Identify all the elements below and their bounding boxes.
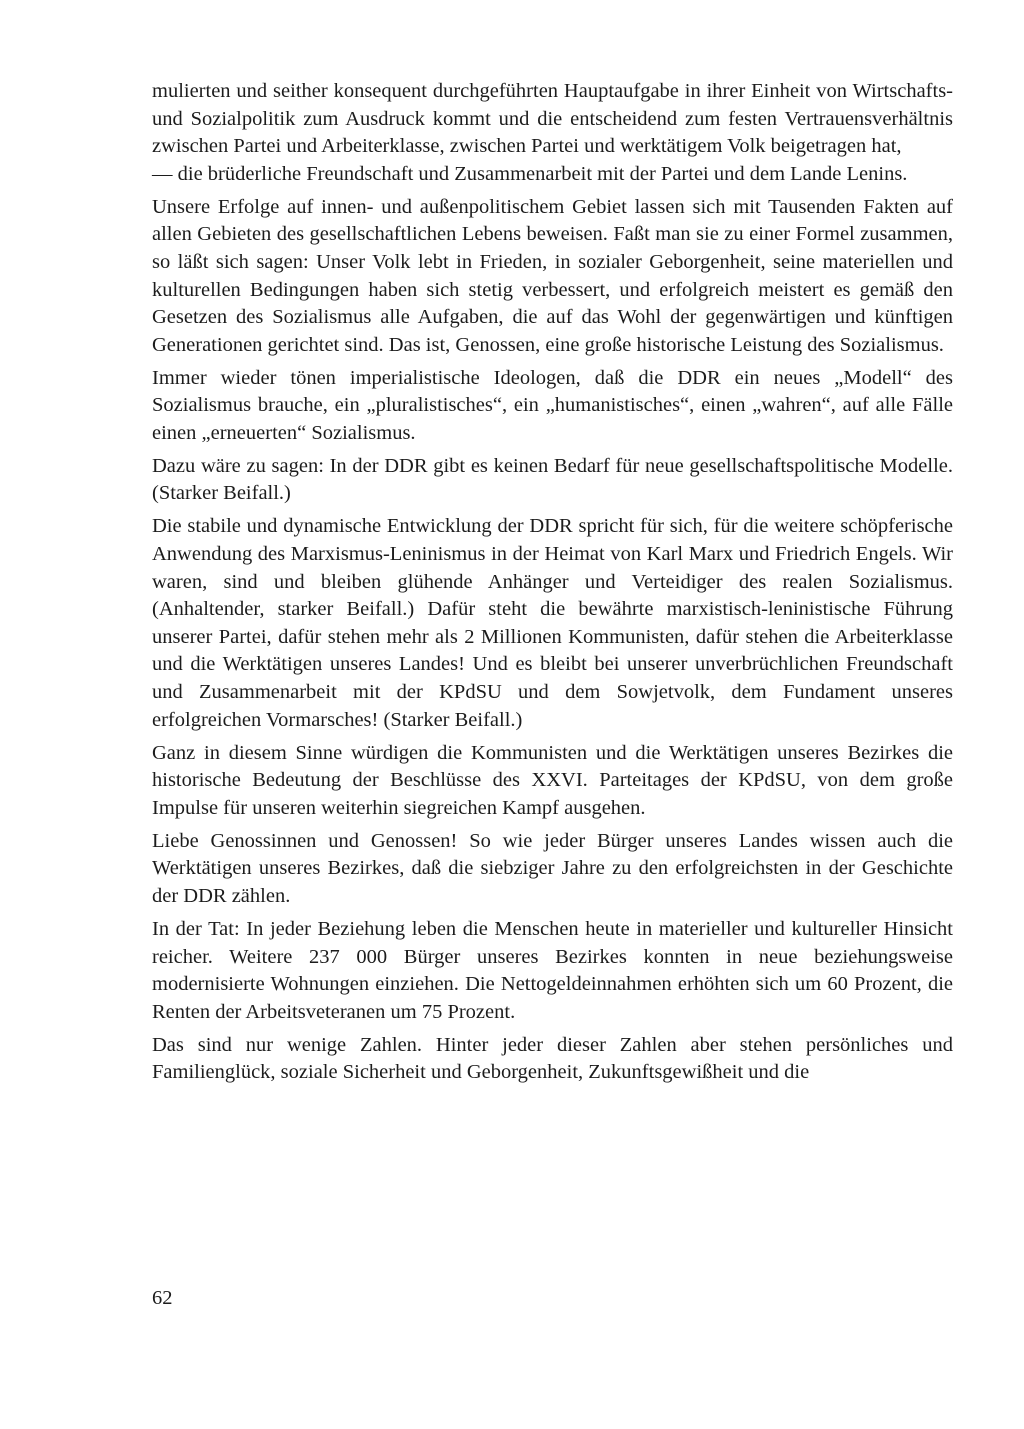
paragraph: Das sind nur wenige Zahlen. Hinter jeder dieser Zahlen aber stehen persönliches und Familienglück, soziale Sicherheit und Geborgenheit, Zukunftsgewißheit und die — [152, 1033, 953, 1084]
paragraph: Liebe Genossinnen und Genossen! So wie jeder Bürger unseres Landes wissen auch die Werktätigen unseres Bezirkes, daß die siebziger Jahre zu den erfolgreichsten in der Geschichte der DDR zählen. — [152, 829, 953, 907]
body-text — [152, 78, 953, 1092]
paragraph: In der Tat: In jeder Beziehung leben die Menschen heute in materieller und kultureller Hinsicht reicher. Weitere 237 000 Bürger unseres Bezirkes konnten in neue beziehungsweise modernisierte Wohnungen einziehen. Die Nettogeldeinnahmen erhöhten sich um 60 Prozent, die Renten der Arbeitsveteranen um 75 Prozent. — [152, 917, 953, 1023]
paragraph: Dazu wäre zu sagen: In der DDR gibt es keinen Bedarf für neue gesellschaftspolitische Modelle. (Starker Beifall.) — [152, 454, 953, 505]
page-number: 62 — [152, 1287, 173, 1309]
paragraph: Unsere Erfolge auf innen- und außenpolitischem Gebiet lassen sich mit Tausenden Fakten auf allen Gebieten des gesellschaftlichen Lebens beweisen. Faßt man sie zu einer Formel zusammen, so läßt sich sagen: Unser Volk lebt in Frieden, in sozialer Geborgenheit, seine materiellen und kulturellen Bedingungen haben sich stetig verbessert, und erfolgreich meistert es gemäß den Gesetzen des Sozialismus alle Aufgaben, die auf das Wohl der gegenwärtigen und künftigen Generationen gerichtet sind. Das ist, Genossen, eine große historische Leistung des Sozialismus. — [152, 195, 953, 356]
paragraph: Ganz in diesem Sinne würdigen die Kommunisten und die Werktätigen unseres Bezirkes die historische Bedeutung der Beschlüsse des XXVI. Parteitages der KPdSU, von dem große Impulse für unseren weiterhin siegreichen Kampf ausgehen. — [152, 741, 953, 819]
dash-list-item — [152, 161, 953, 189]
paragraph: Immer wieder tönen imperialistische Ideologen, daß die DDR ein neues „Modell“ des Sozialismus brauche, ein „pluralistisches“, ein „humanistisches“, einen „wahren“, auf alle Fälle einen „erneuerten“ Sozialismus. — [152, 366, 953, 444]
paragraph-continuation: mulierten und seither konsequent durchgeführten Hauptaufgabe in ihrer Einheit von Wirtschafts- und Sozialpolitik zum Ausdruck kommt und die entscheidend zum festen Vertrauensverhältnis zwischen Partei und Arbeiterklasse, zwischen Partei und werktätigem Volk beigetragen hat, — [152, 80, 953, 158]
paragraph: Die stabile und dynamische Entwicklung der DDR spricht für sich, für die weitere schöpferische Anwendung des Marxismus-Leninismus in der Heimat von Karl Marx und Friedrich Engels. Wir waren, sind und bleiben glühende Anhänger und Verteidiger des realen Sozialismus. (Anhaltender, starker Beifall.) Dafür steht die bewährte marxistisch-leninistische Führung unserer Partei, dafür stehen mehr als 2 Millionen Kommunisten, dafür stehen die Arbeiterklasse und die Werktätigen unseres Landes! Und es bleibt bei unserer unverbrüchlichen Freundschaft und Zusammenarbeit mit der KPdSU und dem Sowjetvolk, dem Fundament unseres erfolgreichen Vormarsches! (Starker Beifall.) — [152, 515, 953, 731]
dash-item-text: — die brüderliche Freundschaft und Zusammenarbeit mit der Partei und dem Lande Lenins. — [152, 162, 908, 185]
